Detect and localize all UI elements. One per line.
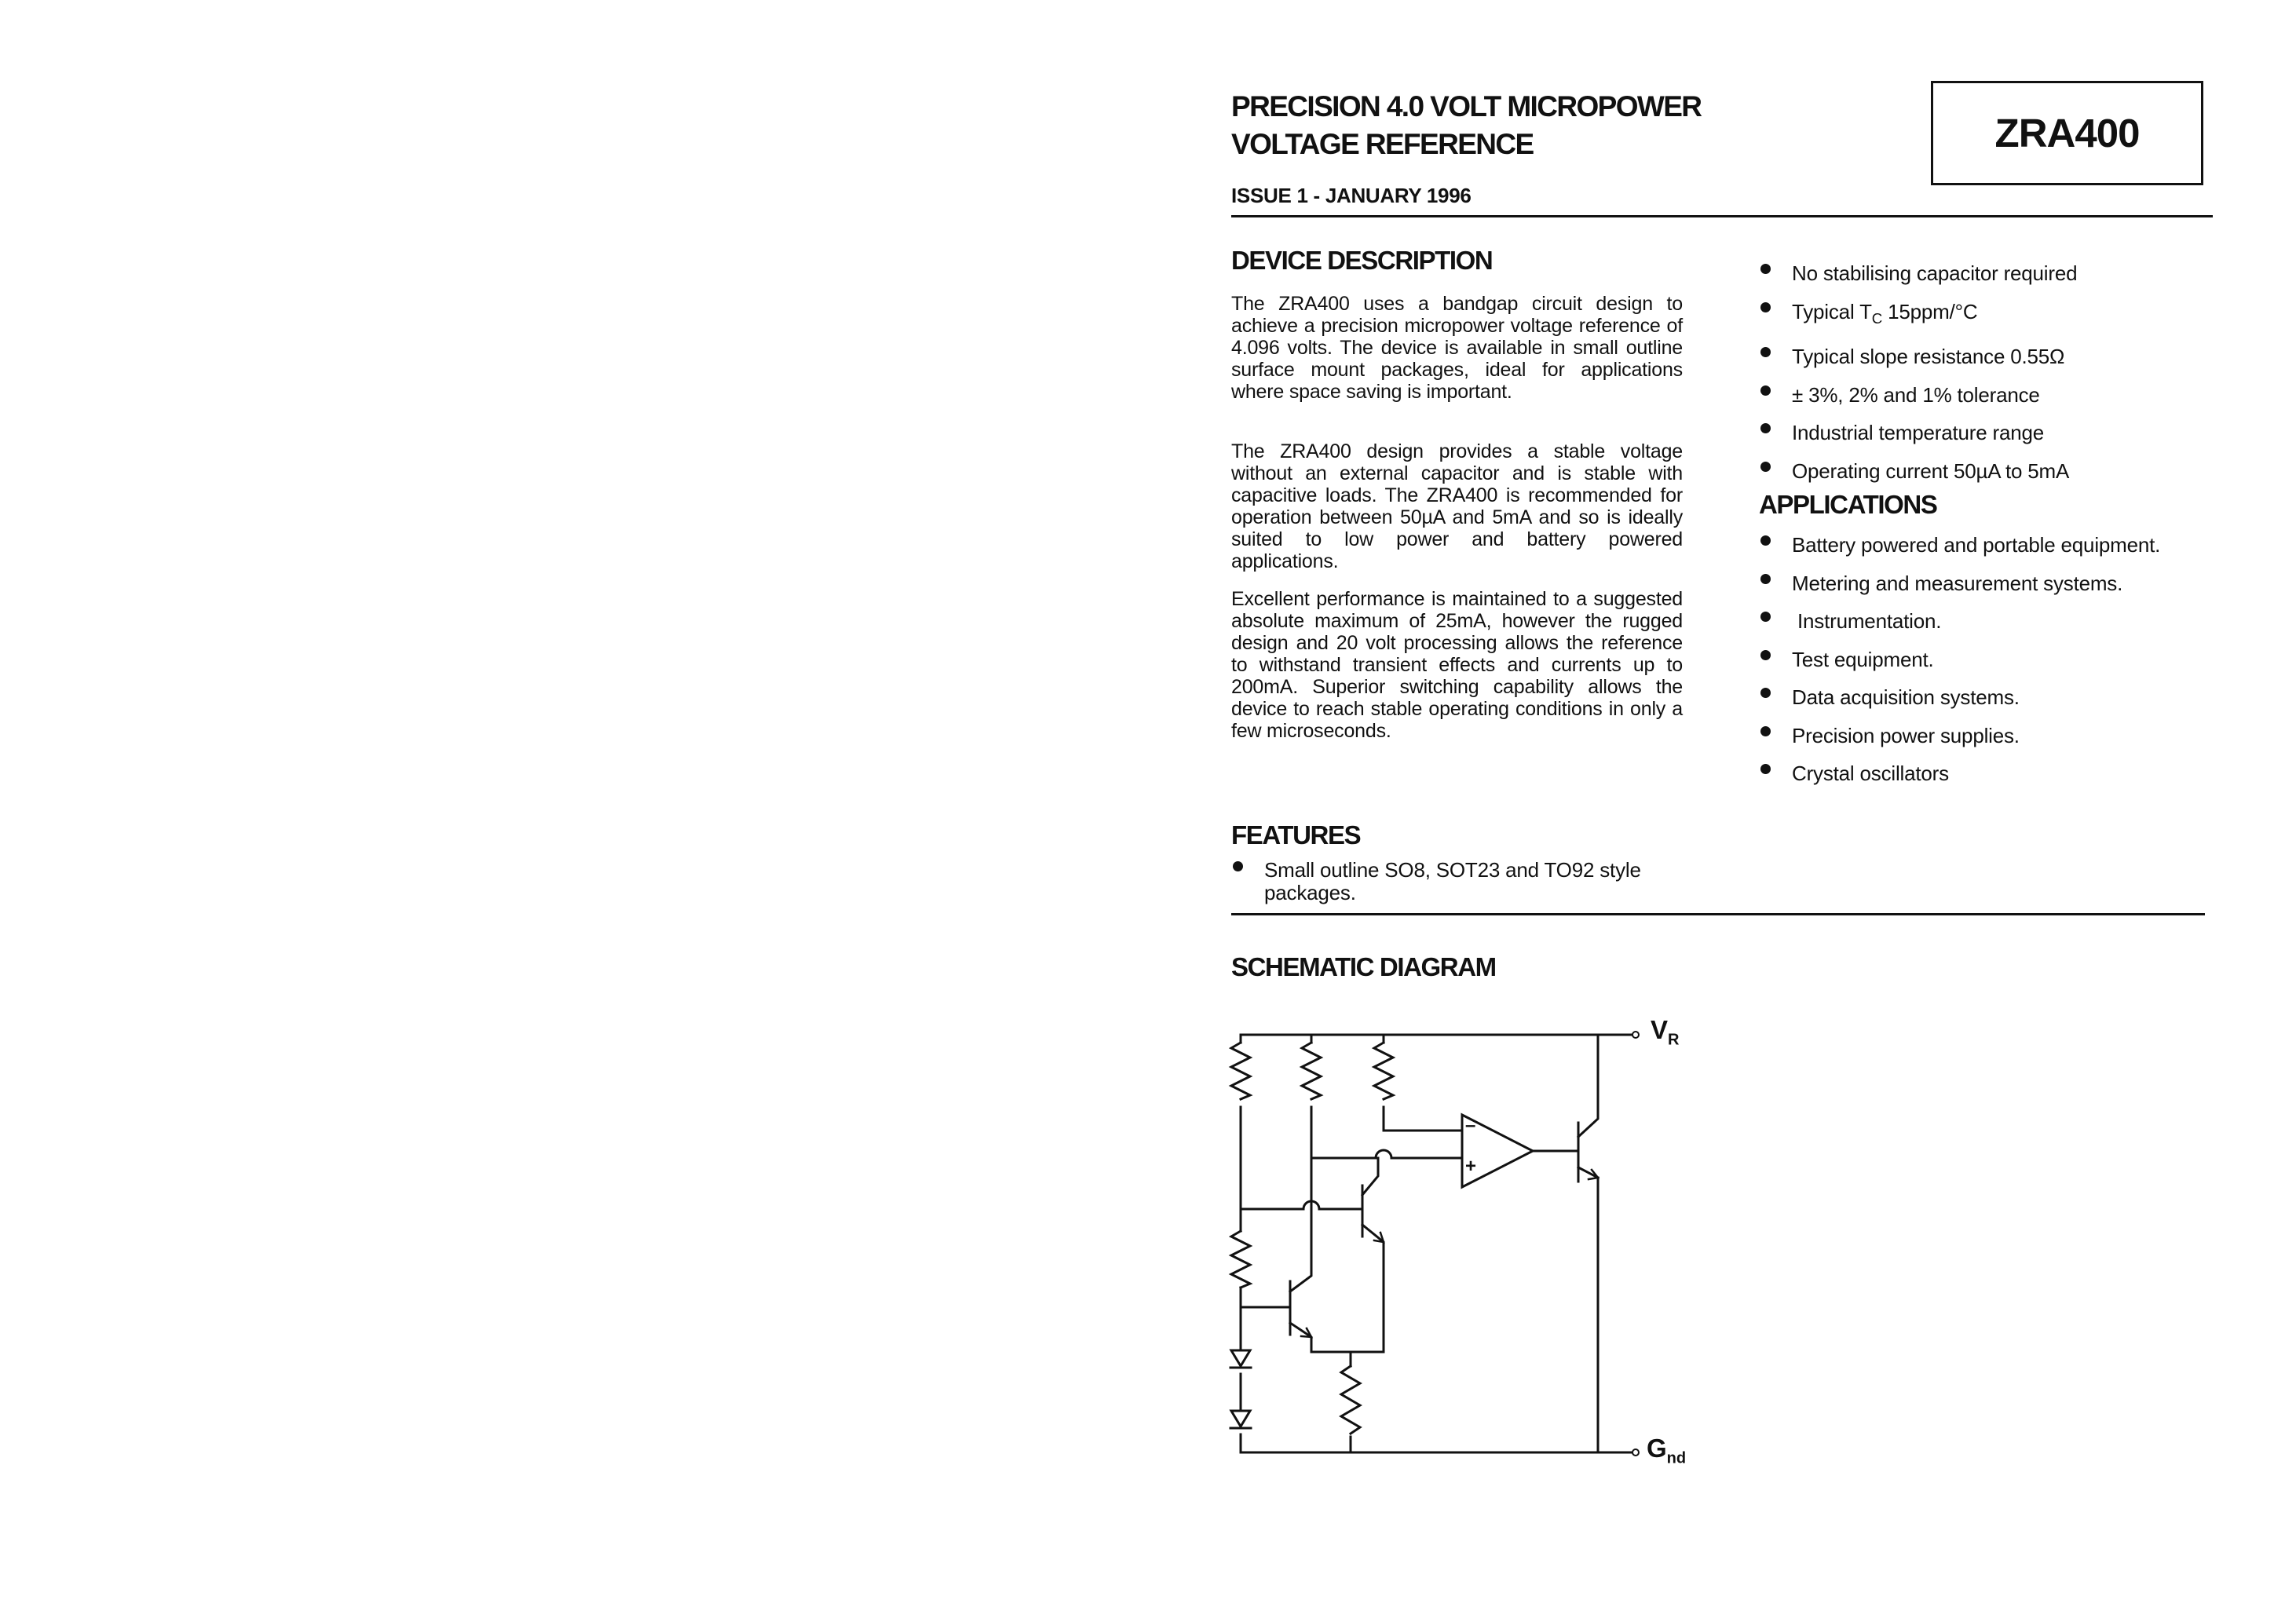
features-heading: FEATURES	[1231, 820, 1361, 849]
application-item: Instrumentation.	[1759, 609, 2160, 633]
feature-item: No stabilising capacitor required	[1759, 261, 2077, 285]
bullet-icon	[1760, 574, 1771, 584]
transistor-right-collector	[1362, 1158, 1378, 1195]
diode-upper	[1230, 1350, 1251, 1368]
schematic-diagram	[1209, 1005, 1712, 1492]
feature-item: Operating current 50µA to 5mA	[1759, 459, 2077, 483]
applications-list	[1759, 533, 2160, 800]
noninverting-input-wire	[1311, 1150, 1462, 1158]
bullet-icon	[1760, 612, 1771, 622]
feature-item: Small outline SO8, SOT23 and TO92 style packages.	[1231, 859, 1688, 904]
bullet-icon	[1760, 385, 1771, 396]
opamp-plus-sign: +	[1465, 1156, 1477, 1177]
feature-item: Typical slope resistance 0.55Ω	[1759, 345, 2077, 368]
gnd-label: $G_{nd}$	[1647, 1434, 1687, 1467]
diode-lower	[1230, 1411, 1251, 1428]
bullet-icon	[1760, 423, 1771, 433]
resistor-mid-top	[1302, 1043, 1321, 1099]
bullet-icon	[1233, 861, 1243, 871]
bullet-icon	[1760, 462, 1771, 472]
feature-item: ± 3%, 2% and 1% tolerance	[1759, 383, 2077, 407]
resistor-left-top	[1231, 1043, 1250, 1099]
part-number: ZRA400	[1994, 111, 2140, 155]
emitter-junction-wire	[1311, 1327, 1384, 1352]
bullet-icon	[1760, 302, 1771, 312]
bullet-icon	[1760, 688, 1771, 698]
feature-item: Typical $T_C$ 15ppm/°C	[1759, 300, 2077, 331]
gnd-terminal	[1632, 1449, 1639, 1456]
application-item: Precision power supplies.	[1759, 724, 2160, 747]
description-paragraph-1: The ZRA400 uses a bandgap circuit design to achieve a precision micropower voltage reference of 4.096 volts. The device is available in small outline surface mount packages, ideal for applications where space saving is important.	[1231, 293, 1683, 403]
resistor-right-top	[1374, 1043, 1393, 1099]
application-item: Data acquisition systems.	[1759, 685, 2160, 709]
transistor-left-collector	[1290, 1158, 1311, 1291]
device-description-heading: DEVICE DESCRIPTION	[1231, 246, 1493, 275]
opamp-minus-sign: –	[1465, 1115, 1476, 1136]
bullet-icon	[1760, 726, 1771, 736]
title-line-1: PRECISION 4.0 VOLT MICROPOWER	[1231, 90, 1702, 122]
application-item: Crystal oscillators	[1759, 762, 2160, 785]
resistor-bottom	[1341, 1366, 1360, 1434]
section-divider	[1231, 913, 2205, 915]
vr-terminal	[1632, 1032, 1639, 1038]
application-item: Metering and measurement systems.	[1759, 572, 2160, 595]
description-paragraph-2: The ZRA400 design provides a stable voltage without an external capacitor and is stable with capacitive loads. The ZRA400 is recommended for operation between 50µA and 5mA and so is ideally suited to low power and battery powered applications.	[1231, 440, 1683, 572]
transistor-right-base-wire	[1241, 1201, 1362, 1209]
applications-heading: APPLICATIONS	[1759, 490, 1937, 519]
output-transistor-collector	[1578, 1035, 1598, 1137]
title-line-2: VOLTAGE REFERENCE	[1231, 128, 1534, 160]
features-list-right	[1759, 261, 2077, 497]
issue-date: ISSUE 1 - JANUARY 1996	[1231, 184, 1472, 207]
part-number-box	[1931, 81, 2203, 185]
application-item: Battery powered and portable equipment.	[1759, 533, 2160, 557]
bullet-icon	[1760, 764, 1771, 774]
description-paragraph-3: Excellent performance is maintained to a suggested absolute maximum of 25mA, however the rugged design and 20 volt processing allows the reference to withstand transient effects and currents up to 200mA. Superior switching capability allows the device to reach stable operating conditions in only a few microseconds.	[1231, 588, 1683, 742]
resistor-left-mid	[1231, 1231, 1250, 1288]
application-item: Test equipment.	[1759, 648, 2160, 671]
features-list-left	[1231, 859, 1688, 904]
bullet-icon	[1760, 535, 1771, 546]
bullet-icon	[1760, 650, 1771, 660]
schematic-heading: SCHEMATIC DIAGRAM	[1231, 952, 1496, 981]
feature-item: Industrial temperature range	[1759, 421, 2077, 444]
header-divider	[1231, 215, 2213, 217]
document-title	[1231, 88, 1701, 163]
vr-label: $V_R$	[1651, 1015, 1680, 1049]
bullet-icon	[1760, 347, 1771, 357]
transistor-right-emitter	[1362, 1225, 1384, 1327]
bullet-icon	[1760, 264, 1771, 274]
